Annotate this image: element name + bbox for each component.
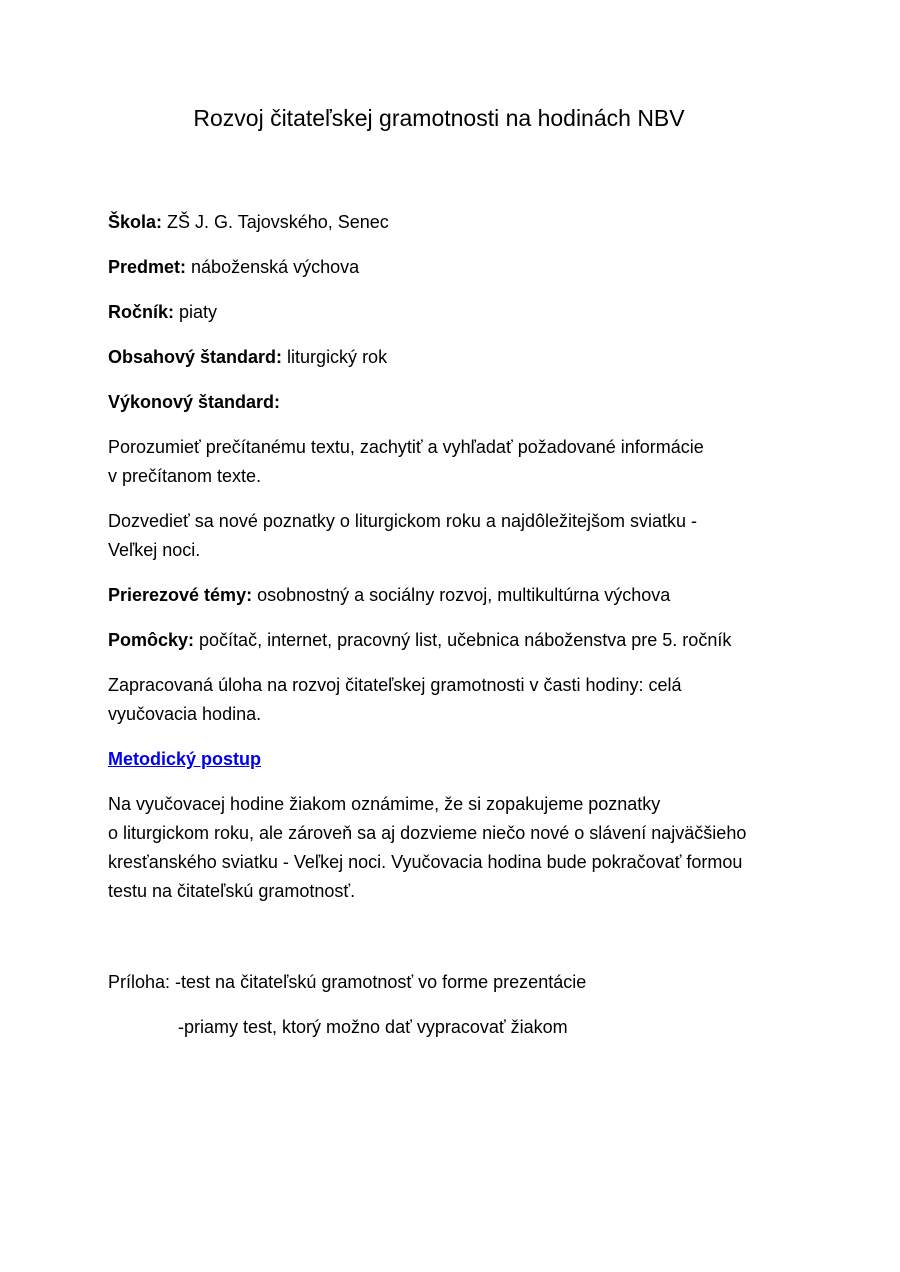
field-value: ZŠ J. G. Tajovského, Senec [162, 212, 389, 232]
field-school [108, 208, 808, 237]
text-line: o liturgickom roku, ale zároveň sa aj dozvieme niečo nové o slávení najväčšieho [108, 823, 747, 843]
field-value: osobnostný a sociálny rozvoj, multikultúrna výchova [252, 585, 671, 605]
field-value: piaty [174, 302, 218, 322]
field-value: náboženská výchova [186, 257, 360, 277]
text-line: Porozumieť prečítanému textu, zachytiť a vyhľadať požadované informácie [108, 437, 704, 457]
text-line: kresťanského sviatku - Veľkej noci. Vyučovacia hodina bude pokračovať formou [108, 852, 743, 872]
text-line: Veľkej noci. [108, 540, 201, 560]
field-label: Pomôcky: [108, 630, 195, 650]
text-line: Dozvedieť sa nové poznatky o liturgickom roku a najdôležitejšom sviatku - [108, 511, 698, 531]
attachment-line-indented [108, 1013, 808, 1042]
text-line: v prečítanom texte. [108, 466, 262, 486]
text-line: vyučovacia hodina. [108, 704, 262, 724]
field-label: Ročník: [108, 302, 175, 322]
field-value: počítač, internet, pracovný list, učebnica náboženstva pre 5. ročník [194, 630, 732, 650]
method-paragraph [108, 790, 808, 906]
field-performance-standard [108, 388, 808, 417]
text-line: Na vyučovacej hodine žiakom oznámime, že si zopakujeme poznatky [108, 794, 661, 814]
field-value: liturgický rok [282, 347, 388, 367]
field-label: Obsahový štandard: [108, 347, 283, 367]
text-line: Zapracovaná úloha na rozvoj čitateľskej gramotnosti v časti hodiny: celá [108, 675, 682, 695]
text-line: Príloha: -test na čitateľskú gramotnosť vo forme prezentácie [108, 972, 587, 992]
field-cross-topics [108, 581, 808, 610]
attachment-line [108, 968, 808, 997]
text-line: -priamy test, ktorý možno dať vypracovať žiakom [178, 1017, 568, 1037]
document-title: Rozvoj čitateľskej gramotnosti na hodinách NBV [193, 105, 685, 131]
method-heading [108, 745, 808, 774]
field-label: Škola: [108, 212, 163, 232]
standard-paragraph-2 [108, 507, 808, 565]
field-label: Výkonový štandard: [108, 392, 281, 412]
blank-space [108, 922, 808, 968]
standard-paragraph-1 [108, 433, 808, 491]
field-label: Predmet: [108, 257, 187, 277]
field-subject [108, 253, 808, 282]
task-paragraph [108, 671, 808, 729]
field-grade [108, 298, 808, 327]
document-body [108, 208, 808, 1058]
method-link[interactable]: Metodický postup [108, 749, 262, 769]
text-line: testu na čitateľskú gramotnosť. [108, 881, 356, 901]
field-content-standard [108, 343, 808, 372]
field-label: Prierezové témy: [108, 585, 253, 605]
field-aids [108, 626, 808, 655]
